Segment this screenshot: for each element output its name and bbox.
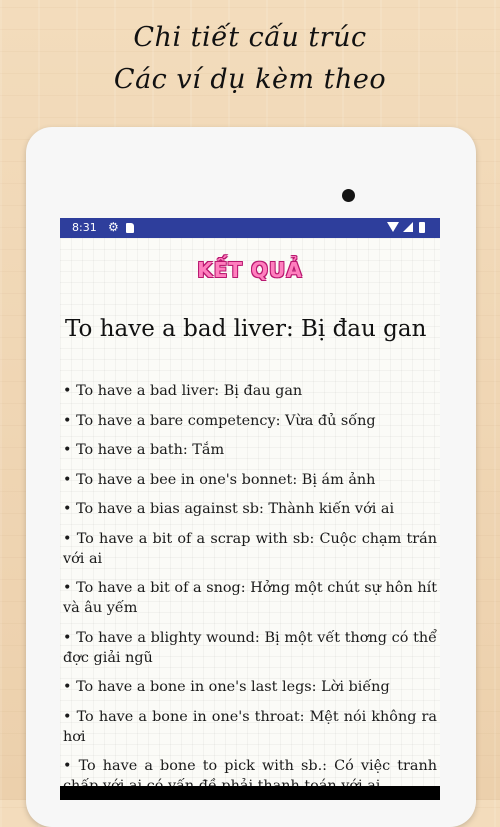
list-item: • To have a bone to pick with sb.: Có việc tranh	[63, 758, 437, 774]
headline: To have a bad liver: Bị đau gan	[65, 316, 427, 342]
list-item: • To have a bath: Tắm	[63, 442, 225, 458]
app-screen	[60, 218, 440, 800]
list-item: • To have a bias against sb: Thành kiến với ai	[63, 501, 395, 517]
list-item: • To have a bone in one's last legs: Lời biếng	[63, 679, 390, 695]
list-item: • To have a bit of a snog: Hởng một chút sự hôn hít và âu yếm	[63, 580, 437, 616]
settings-icon: ⚙	[108, 220, 119, 234]
promo-line-2: Các ví dụ kèm theo	[113, 64, 387, 95]
camera-icon	[342, 189, 355, 202]
battery-icon	[419, 222, 425, 233]
navigation-bar	[60, 786, 440, 800]
signal-icon	[403, 222, 413, 232]
list-item: • To have a bad liver: Bị đau gan	[63, 383, 303, 399]
result-title: KẾT QUẢ	[197, 258, 303, 282]
list-item: • To have a bare competency: Vừa đủ sống	[63, 412, 376, 429]
status-bar	[60, 218, 440, 238]
list-item: • To have a bit of a scrap with sb: Cuộc chạm trán với ai	[63, 530, 437, 567]
list-item: • To have a bee in one's bonnet: Bị ám ảnh	[63, 471, 376, 488]
wifi-icon	[387, 222, 399, 232]
status-time: 8:31	[72, 221, 97, 234]
promo-line-1: Chi tiết cấu trúc	[133, 22, 367, 53]
entry-list[interactable]	[63, 381, 437, 800]
list-item: • To have a bone in one's throat: Mệt nói không ra hơi	[63, 708, 437, 745]
list-item: • To have a blighty wound: Bị một vết thơng có thể đợc giải ngũ	[63, 629, 437, 666]
sd-card-icon	[126, 223, 134, 233]
